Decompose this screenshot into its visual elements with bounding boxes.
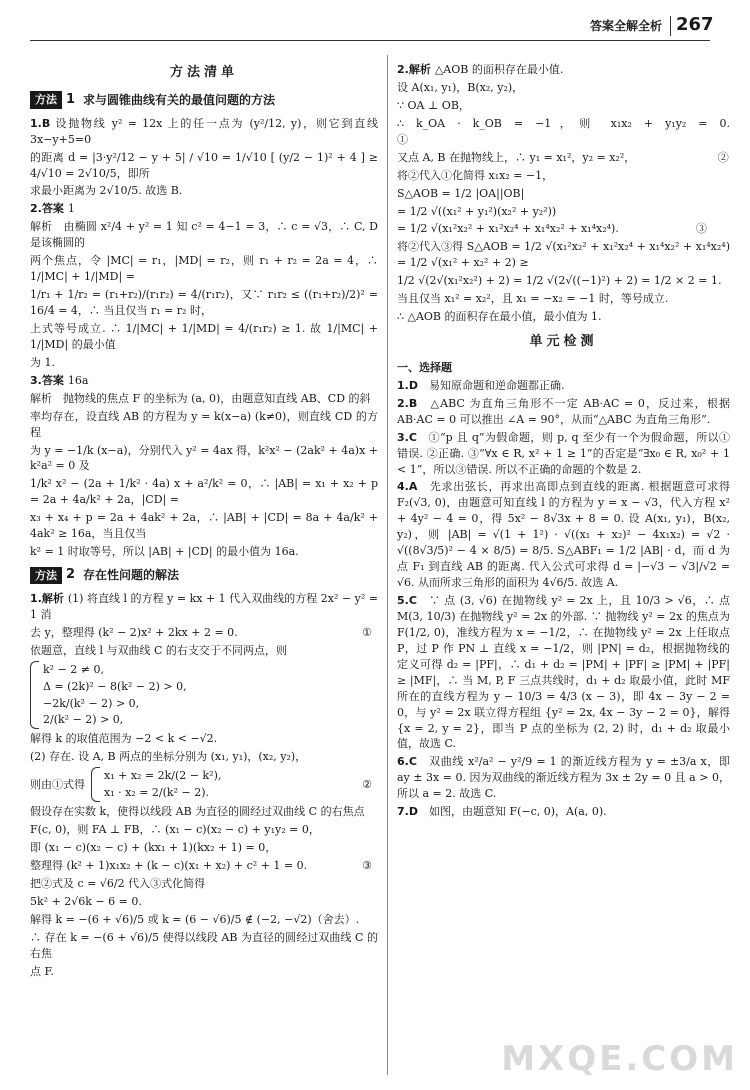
answer-value: 1	[67, 202, 75, 216]
answer-label: 答案	[41, 202, 64, 216]
page-number: 267	[676, 14, 714, 35]
brace	[30, 661, 39, 730]
solution-line: 解得 k 的取值范围为 −2 < k < −√2.	[30, 732, 218, 746]
solution-line: 依题意，直线 l 与双曲线 C 的右支交于不同两点，则	[30, 643, 287, 657]
problem-number: 2.	[30, 202, 42, 216]
brace	[91, 767, 100, 802]
condition: 2/(k² − 2) > 0,	[43, 713, 124, 727]
solution-line: 的距离 d = |3·y²/12 − y + 5| / √10 = 1/√10 [ (y/2 − 1)² + 4 ] ≥ 4/√10 = 2√10/5，即所	[30, 150, 378, 180]
solution-line: F(c, 0)，则 FA ⊥ FB，∴ (x₁ − c)(x₂ − c) + y₁y₂ = 0，	[30, 823, 320, 837]
problem-1	[30, 116, 378, 200]
page-header	[0, 0, 750, 44]
section-title-methods: 方法清单	[169, 65, 238, 80]
method-title: 求与圆锥曲线有关的最值问题的方法	[83, 92, 276, 107]
method-tag: 方法	[30, 91, 62, 109]
solution-line: 点 F.	[30, 964, 54, 978]
problem-number: 1.	[30, 591, 42, 605]
solution-line: ∴ k_OA · k_OB = −1，则 x₁x₂ + y₁y₂ = 0. ①	[397, 116, 730, 146]
solution-line: 假设存在实数 k，使得以线段 AB 为直径的圆经过双曲线 C 的右焦点	[30, 805, 365, 819]
left-column	[30, 62, 378, 1082]
list-item	[397, 396, 730, 428]
analysis-label: 解析	[408, 63, 431, 76]
solution-line: x₃ + x₄ + p = 2a + 4ak² + 2a，∴ |AB| + |CD| = 8a + 4a/k² + 4ak² ≥ 16a，当且仅当	[30, 511, 378, 541]
method-title: 存在性问题的解法	[83, 567, 180, 582]
header-separator	[670, 16, 671, 36]
list-item	[397, 754, 730, 802]
watermark: MXQE.COM	[501, 1038, 738, 1079]
item-number: 3.C	[397, 430, 417, 444]
solution-line: 解析 由椭圆 x²/4 + y² = 1 知 c² = 4−1 = 3，∴ c = √3，∴ C, D 是该椭圆的	[30, 220, 378, 250]
solution-line: 当且仅当 x₁² = x₂²，且 x₁ = −x₂ = −1 时，等号成立.	[397, 292, 669, 306]
item-number: 5.C	[397, 594, 417, 608]
solution-line: 整理得 (k² + 1)x₁x₂ + (k − c)(x₁ + x₂) + c² + 1 = 0.	[30, 858, 308, 872]
method-1-heading	[30, 91, 378, 110]
equation-marker: ②	[362, 777, 372, 791]
item-number: 6.C	[397, 755, 417, 769]
item-text: 易知原命题和逆命题都正确.	[428, 378, 565, 392]
solution-line: 去 y，整理得 (k² − 2)x² + 2kx + 2 = 0.	[30, 625, 238, 639]
solution-line: 设抛物线 y² = 12x 上的任一点为 (y²/12, y)，则它到直线 3x−y+5=0	[30, 116, 378, 146]
equation-marker: ①	[362, 625, 372, 639]
condition: x₁ + x₂ = 2k/(2 − k²),	[104, 769, 222, 783]
right-column	[397, 62, 730, 1082]
solution-line: k² = 1 时取等号，所以 |AB| + |CD| 的最小值为 16a.	[30, 545, 299, 559]
solution-line: = 1/2 √((x₁² + y₁²)(x₂² + y₂²))	[397, 204, 557, 218]
solution-line: 上式等号成立. ∴ 1/|MC| + 1/|MD| = 4/(r₁r₂) ≥ 1. 故 1/|MC| + 1/|MD| 的最小值	[30, 321, 378, 351]
problem-number: 2.	[397, 63, 409, 76]
list-item	[397, 430, 730, 478]
section-title-unit-test: 单元检测	[529, 334, 598, 350]
condition: x₁ · x₂ = 2/(k² − 2).	[104, 786, 209, 800]
solution-line: 两个焦点，令 |MC| = r₁，|MD| = r₂，则 r₁ + r₂ = 2a = 4，∴ 1/|MC| + 1/|MD| =	[30, 254, 378, 284]
solution-line: 解析 抛物线的焦点 F 的坐标为 (a, 0)，由题意知直线 AB、CD 的斜	[30, 391, 371, 405]
item-text: ①“p 且 q”为假命题，则 p, q 至少有一个为假命题，所以①错误. ②正确. ③“∀x ∈ R, x² + 1 ≥ 1”的否定是“∃x₀ ∈ R, x₀² + 1 < 1”，所以③错误. 所以不正确的命题的个数是 2.	[397, 430, 730, 476]
solution-line: = 1/2 √(x₁²x₂² + x₁²x₂⁴ + x₁⁴x₂² + x₁⁴x₂⁴). ③	[397, 222, 707, 236]
solution-line: 设 A(x₁, y₁)，B(x₂, y₂)，	[397, 80, 524, 94]
problem-2	[30, 201, 378, 370]
solution-line: 1/k² x² − (2a + 1/k² · 4a) x + a²/k² = 0，∴ |AB| = x₁ + x₂ + p = 2a + 4a/k² + 2a，|CD| =	[30, 477, 378, 507]
solution-line: 率均存在，设直线 AB 的方程为 y = k(x−a) (k≠0)，则直线 CD 的方程	[30, 409, 378, 439]
header-rule	[30, 40, 710, 41]
condition: Δ = (2k)² − 8(k² − 2) > 0,	[43, 679, 187, 693]
solution-line: (1) 将直线 l 的方程 y = kx + 1 代入双曲线的方程 2x² − y² = 1 消	[30, 591, 378, 621]
item-text: △ABC 为直角三角形不一定 AB·AC = 0，反过来，根据 AB·AC = 0 可以推出 ∠A = 90°，从而“△ABC 为直角三角形”.	[397, 396, 730, 426]
part-heading: 一、选择题	[397, 360, 452, 374]
problem-5	[397, 62, 730, 325]
item-number: 1.D	[397, 378, 418, 392]
vieta-system	[30, 767, 378, 802]
solution-line: 解得 k = −(6 + √6)/5 或 k = (6 − √6)/5 ∉ (−2, −√2)（舍去）.	[30, 912, 360, 926]
solution-line: △AOB 的面积存在最小值.	[434, 63, 564, 76]
solution-line: ∴ △AOB 的面积存在最小值，最小值为 1.	[397, 310, 602, 324]
problem-4	[30, 591, 378, 980]
solution-line: 求最小距离为 2√10/5. 故选 B.	[30, 184, 183, 198]
item-text: 双曲线 x²/a² − y²/9 = 1 的渐近线方程为 y = ±3/a x，即 ay ± 3x = 0. 因为双曲线的渐近线方程为 3x ± 2y = 0 且 a > 0，所以 a = 2. 故选 C.	[397, 755, 730, 801]
header-label: 答案全解全析	[590, 19, 663, 33]
item-number: 7.D	[397, 805, 418, 819]
solution-line: 把②式及 c = √6/2 代入③式化简得	[30, 876, 206, 890]
solution-line: ∴ 存在 k = −(6 + √6)/5 使得以线段 AB 为直径的圆经过双曲线 C 的右焦	[30, 930, 378, 960]
solution-line: 5k² + 2√6k − 6 = 0.	[30, 894, 142, 908]
answer-label: 答案	[41, 373, 64, 387]
problem-number: 3.	[30, 373, 42, 387]
solution-line: S△AOB = 1/2 |OA||OB|	[397, 186, 525, 200]
list-item	[397, 479, 730, 591]
item-text: 如图，由题意知 F(−c, 0)，A(a, 0).	[428, 805, 607, 819]
method-tag: 方法	[30, 567, 62, 585]
condition-system	[30, 661, 378, 730]
item-text: 先求出弦长，再求出高即点到直线的距离. 根据题意可求得 F₂(√3, 0)，由题意可知直线 l 的方程为 y = x − √3，代入方程 x² + 4y² − 4 = 0，得 5x² − 8√3x + 8 = 0. 设 A(x₁, y₁)，B(x₂, y₂)，则 |AB| = √(1 + 1²) · √((x₁ + x₂)² − 4x₁x₂) = √2 · √((8√3/5)² − 4 × 8/5) = 8/5. S△ABF₁ = 1/2 |AB| · d，而 d 为点 F₁ 到直线 AB 的距离. 代入公式可求得 d = |−√3 − √3|/√2 = √6. 从而所求三角形的面积为 4√6/5. 故选 A.	[397, 480, 730, 590]
column-divider	[387, 55, 388, 1075]
solution-line: 1/2 √(2√(x₁²x₂²) + 2) = 1/2 √(2√((−1)²) + 2) = 1/2 × 2 = 1.	[397, 274, 722, 288]
condition: −2k/(k² − 2) > 0,	[43, 696, 140, 710]
condition: k² − 2 ≠ 0,	[43, 662, 104, 676]
item-number: 2.B	[397, 396, 418, 410]
solution-line: 将②代入③得 S△AOB = 1/2 √(x₁²x₂² + x₁²x₂⁴ + x₁⁴x₂² + x₁⁴x₂⁴) = 1/2 √(x₁² + x₂² + 2) ≥	[397, 240, 730, 270]
solution-line: (2) 存在. 设 A, B 两点的坐标分别为 (x₁, y₁)，(x₂, y₂)，	[30, 750, 307, 764]
method-2-heading	[30, 566, 378, 585]
list-item	[397, 804, 730, 820]
item-number: 4.A	[397, 480, 418, 494]
problem-number: 1.B	[30, 116, 51, 130]
solution-line: ∵ OA ⊥ OB，	[397, 98, 470, 112]
method-number: 2	[66, 567, 76, 583]
equation-marker: ③	[362, 858, 372, 872]
solution-line: 为 1.	[30, 355, 55, 369]
solution-line: 即 (x₁ − c)(x₂ − c) + (kx₁ + 1)(kx₂ + 1) = 0，	[30, 841, 277, 855]
list-item	[397, 593, 730, 752]
answer-list	[397, 378, 730, 820]
method-number: 1	[66, 91, 76, 107]
analysis-label: 解析	[41, 591, 64, 605]
answer-value: 16a	[67, 373, 89, 387]
solution-line: 为 y = −1/k (x−a)，分别代入 y² = 4ax 得，k²x² − (2ak² + 4a)x + k²a² = 0 及	[30, 443, 378, 473]
system-prefix: 则由①式得	[30, 777, 85, 791]
item-text: ∵ 点 (3, √6) 在抛物线 y² = 2x 上，且 10/3 > √6，∴ 点 M(3, 10/3) 在抛物线 y² = 2x 的外部. ∵ 抛物线 y² = 2x 的焦点为 F(1/2, 0)，准线方程为 x = −1/2，∴ 在抛物线 y² = 2x 上任取点 P，过 P 作 PN ⊥ 直线 x = −1/2，则 |PN| = d₂，根据抛物线的定义可得 d₂ = |PF|，∴ d₁ + d₂ = |PM| + |PF| ≥ |PM| + |PF| ≥ |MF|，∴ 当 M, P, F 三点共线时，d₁ + d₂ 取最小值，此时 MF 所在的直线方程为 y − 10/3 = 4/3 (x − 3)，即 4x − 3y − 2 = 0，与 y² = 2x 联立得方程组 {y² = 2x, 4x − 3y − 2 = 0}，解得 {x = 2, y = 2}，即当 P 点的坐标为 (2, 2) 时，d₁ + d₂ 取最小值，故选 C.	[397, 594, 730, 751]
list-item	[397, 378, 730, 394]
solution-line: 将②代入①化简得 x₁x₂ = −1，	[397, 168, 554, 182]
solution-line: 1/r₁ + 1/r₂ = (r₁+r₂)/(r₁r₂) = 4/(r₁r₂)，又∵ r₁r₂ ≤ ((r₁+r₂)/2)² = 16/4 = 4，∴ 当且仅当 r₁ = r₂ 时，	[30, 288, 378, 317]
problem-3	[30, 373, 378, 560]
solution-line: 又点 A, B 在抛物线上，∴ y₁ = x₁²，y₂ = x₂²， ②	[397, 150, 729, 164]
